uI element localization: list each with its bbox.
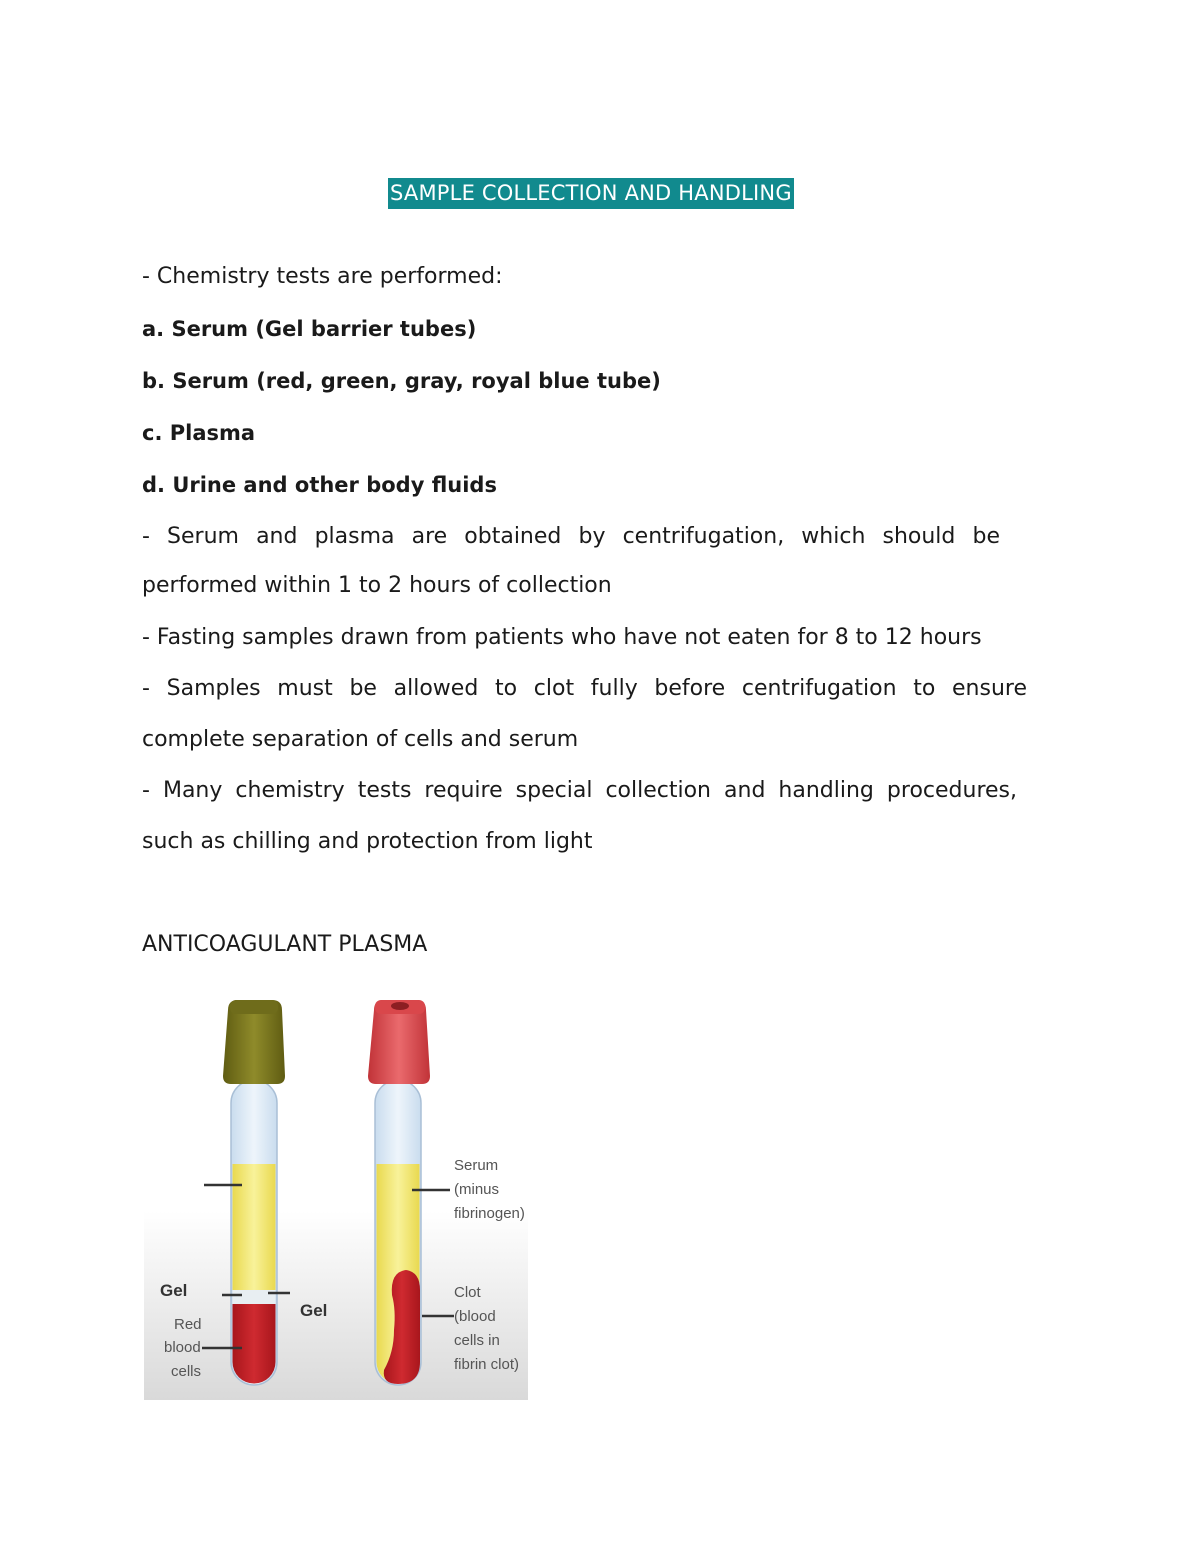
gel-label-left: Gel [160,1281,188,1300]
clot-label-line-4: fibrin clot) [454,1356,520,1373]
rbc-label-line-2: blood [164,1339,201,1356]
handling-line-2: such as chilling and protection from light [142,829,593,854]
page-title: SAMPLE COLLECTION AND HANDLING [388,178,794,209]
list-item-d: d. Urine and other body fluids [142,473,497,497]
left-tube-cap-top [230,1000,278,1014]
list-item-a: a. Serum (Gel barrier tubes) [142,317,477,341]
blood-tube-figure [144,980,528,1400]
list-item-c: c. Plasma [142,421,256,445]
serum-label-line-1: Serum [454,1157,499,1174]
gel-label-right: Gel [300,1301,328,1320]
rbc-label-line-3: cells [171,1363,202,1380]
clot-label-line-1: Clot [454,1284,481,1301]
centrifugation-line-1: - Serum and plasma are obtained by centrifugation, which should be [142,524,1000,549]
serum-label-line-3: fibrinogen) [454,1205,525,1222]
handling-line-1: - Many chemistry tests require special collection and handling procedures, [142,778,1017,803]
fasting-text: - Fasting samples drawn from patients who have not eaten for 8 to 12 hours [142,625,982,650]
centrifugation-line-2: performed within 1 to 2 hours of collection [142,573,612,598]
left-tube-serum [233,1164,276,1292]
clot-label-line-2: (blood [454,1308,496,1325]
clot-line-1: - Samples must be allowed to clot fully before centrifugation to ensure [142,676,1027,701]
right-tube-cap-hole [391,1002,409,1010]
serum-label-line-2: (minus [454,1181,500,1198]
list-item-b: b. Serum (red, green, gray, royal blue tube) [142,369,661,393]
clot-line-2: complete separation of cells and serum [142,727,579,752]
intro-text: - Chemistry tests are performed: [142,264,503,289]
rbc-label-line-1: Red [174,1316,202,1333]
clot-label-line-3: cells in [454,1332,500,1349]
left-tube-red-cells [233,1304,276,1384]
section-heading: ANTICOAGULANT PLASMA [142,932,428,957]
